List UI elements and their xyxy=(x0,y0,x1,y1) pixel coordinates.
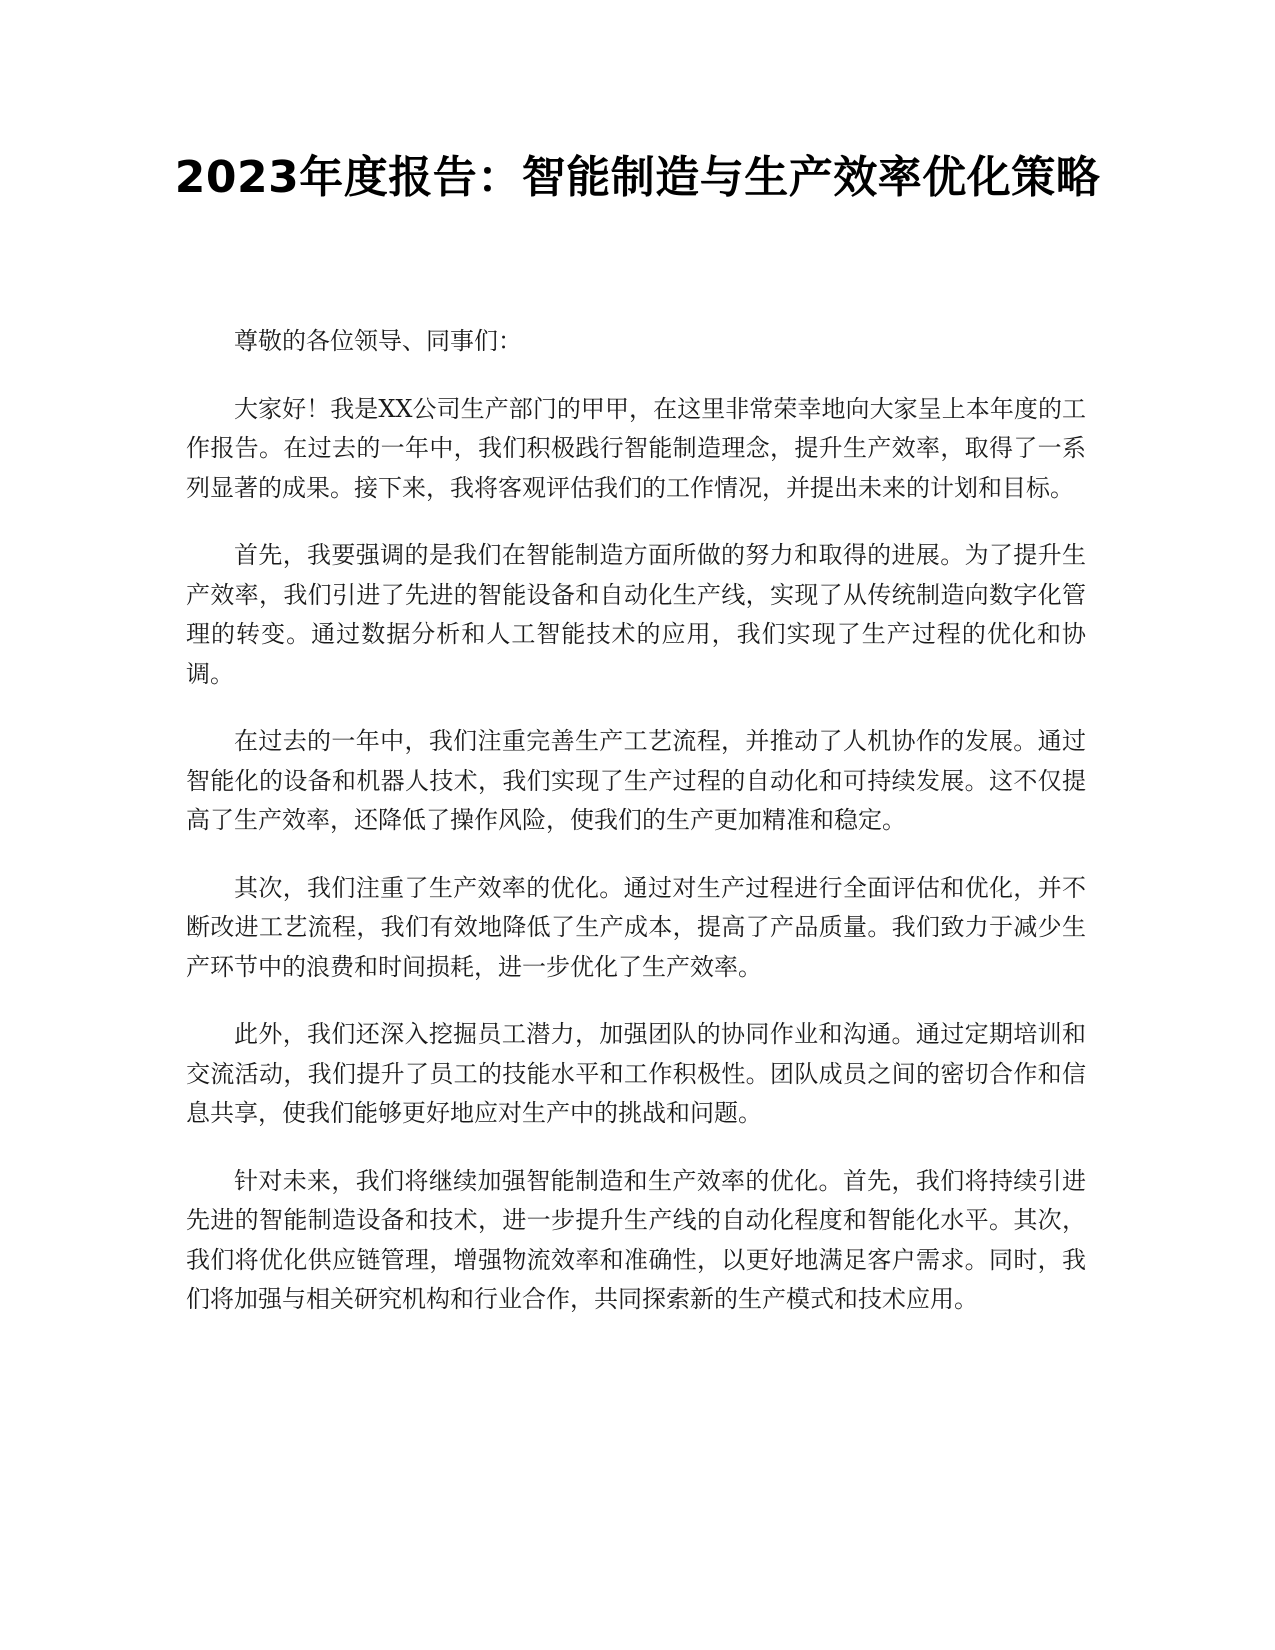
paragraph: 针对未来，我们将继续加强智能制造和生产效率的优化。首先，我们将持续引进先进的智能制造设备和技术，进一步提升生产线的自动化程度和智能化水平。其次，我们将优化供应链管理，增强物流效率和准确性，以更好地满足客户需求。同时，我们将加强与相关研究机构和行业合作，共同探索新的生产模式和技术应用。 xyxy=(186,1166,1086,1313)
document-title: 2023年度报告：智能制造与生产效率优化策略 xyxy=(174,152,1101,203)
paragraph: 大家好！我是XX公司生产部门的甲甲，在这里非常荣幸地向大家呈上本年度的工作报告。在过去的一年中，我们积极践行智能制造理念，提升生产效率，取得了一系列显著的成果。接下来，我将客观评估我们的工作情况，并提出未来的计划和目标。 xyxy=(186,394,1086,502)
paragraph: 其次，我们注重了生产效率的优化。通过对生产过程进行全面评估和优化，并不断改进工艺流程，我们有效地降低了生产成本，提高了产品质量。我们致力于减少生产环节中的浪费和时间损耗，进一步优化了生产效率。 xyxy=(186,873,1086,981)
paragraph: 在过去的一年中，我们注重完善生产工艺流程，并推动了人机协作的发展。通过智能化的设备和机器人技术，我们实现了生产过程的自动化和可持续发展。这不仅提高了生产效率，还降低了操作风险，使我们的生产更加精准和稳定。 xyxy=(186,727,1086,834)
paragraph: 首先，我要强调的是我们在智能制造方面所做的努力和取得的进展。为了提升生产效率，我们引进了先进的智能设备和自动化生产线，实现了从传统制造向数字化管理的转变。通过数据分析和人工智能技术的应用，我们实现了生产过程的优化和协调。 xyxy=(186,541,1086,688)
document-body xyxy=(186,322,1086,1348)
salutation: 尊敬的各位领导、同事们： xyxy=(234,327,522,355)
paragraph: 此外，我们还深入挖掘员工潜力，加强团队的协同作业和沟通。通过定期培训和交流活动，我们提升了员工的技能水平和工作积极性。团队成员之间的密切合作和信息共享，使我们能够更好地应对生产中的挑战和问题。 xyxy=(186,1020,1086,1127)
